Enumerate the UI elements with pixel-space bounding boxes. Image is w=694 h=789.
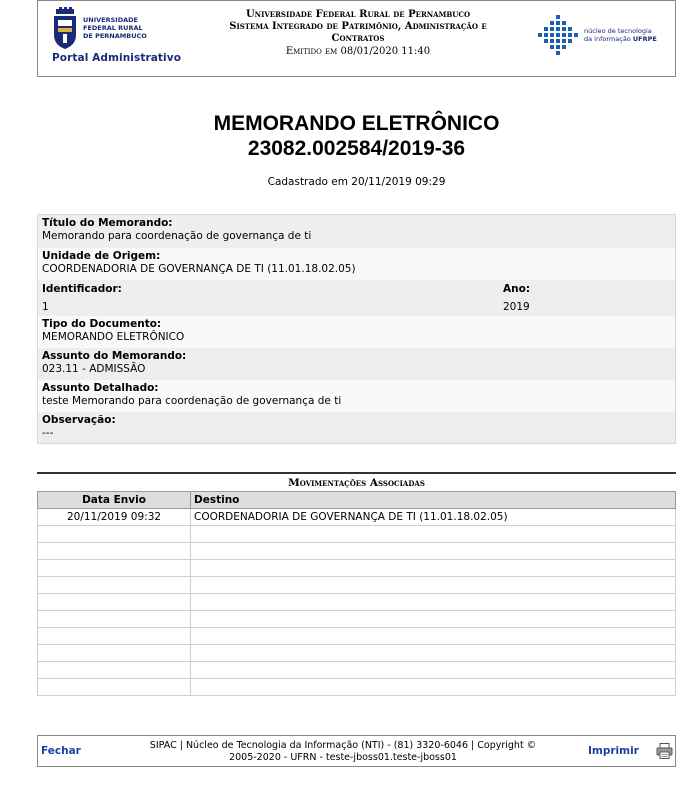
nti-line1: núcleo de tecnologia xyxy=(584,27,652,35)
empty-row xyxy=(38,577,676,594)
empty-row xyxy=(38,526,676,543)
empty-cell xyxy=(191,628,676,645)
info-row-observacao xyxy=(38,412,675,443)
tipo-label: Tipo do Documento: xyxy=(42,318,162,330)
system-name-line2: Contratos xyxy=(331,33,385,44)
empty-cell xyxy=(38,645,191,662)
empty-cell xyxy=(38,662,191,679)
movement-destination: COORDENADORIA DE GOVERNANÇA DE TI (11.01.18.02.05) xyxy=(191,509,676,526)
assunto-label: Assunto do Memorando: xyxy=(42,350,187,362)
empty-row xyxy=(38,560,676,577)
empty-cell xyxy=(38,679,191,696)
tipo-value: MEMORANDO ELETRÔNICO xyxy=(42,331,185,343)
page-header xyxy=(37,0,676,77)
empty-row xyxy=(38,611,676,628)
empty-row xyxy=(38,662,676,679)
movements-header-row xyxy=(38,492,676,509)
empty-cell xyxy=(38,543,191,560)
detalhado-value: teste Memorando para coordenação de governança de ti xyxy=(42,395,342,407)
empty-cell xyxy=(38,594,191,611)
observacao-value: --- xyxy=(42,427,54,439)
empty-cell xyxy=(191,679,676,696)
assunto-value: 023.11 - ADMISSÃO xyxy=(42,363,146,375)
portal-label: Portal Administrativo xyxy=(52,52,182,64)
memo-info-table xyxy=(37,214,676,444)
footer-line2: 2005-2020 - UFRN - teste-jboss01.teste-jboss01 xyxy=(229,752,457,763)
info-row-tipo xyxy=(38,316,675,348)
empty-cell xyxy=(191,594,676,611)
header-center xyxy=(188,9,528,58)
info-row-titulo xyxy=(38,215,675,248)
emission-date: Emitido em 08/01/2020 11:40 xyxy=(285,46,431,57)
empty-cell xyxy=(191,526,676,543)
memo-title xyxy=(37,111,676,161)
table-row xyxy=(38,509,676,526)
ufrpe-logo xyxy=(50,7,178,49)
ufrpe-logo-text: UNIVERSIDADE FEDERAL RURAL DE PERNAMBUCO xyxy=(83,16,147,40)
empty-row xyxy=(38,679,676,696)
col-header-destination: Destino xyxy=(191,492,676,509)
memo-number: 23082.002584/2019-36 xyxy=(247,137,466,160)
page-footer xyxy=(37,735,676,767)
ufrpe-crest-icon xyxy=(50,7,80,49)
empty-cell xyxy=(38,560,191,577)
system-name-line1: Sistema Integrado de Patrimônio, Administração e xyxy=(229,21,487,32)
empty-row xyxy=(38,628,676,645)
print-link[interactable]: Imprimir xyxy=(588,745,639,757)
university-name: Universidade Federal Rural de Pernambuco xyxy=(245,9,471,20)
identificador-label: Identificador: xyxy=(42,283,122,295)
empty-cell xyxy=(191,611,676,628)
ano-label: Ano: xyxy=(503,283,531,295)
empty-cell xyxy=(38,611,191,628)
detalhado-label: Assunto Detalhado: xyxy=(42,382,159,394)
nti-line2: da informação xyxy=(584,35,631,43)
col-header-date: Data Envio xyxy=(38,492,191,509)
empty-cell xyxy=(191,543,676,560)
empty-cell xyxy=(191,662,676,679)
info-row-detalhado xyxy=(38,380,675,412)
info-row-unidade xyxy=(38,248,675,280)
nti-logo-text xyxy=(584,27,657,43)
close-link[interactable]: Fechar xyxy=(41,745,81,757)
observacao-label: Observação: xyxy=(42,414,116,426)
empty-row xyxy=(38,594,676,611)
empty-row xyxy=(38,645,676,662)
printer-icon[interactable] xyxy=(656,743,673,759)
footer-line1: SIPAC | Núcleo de Tecnologia da Informação (NTI) - (81) 3320-6046 | Copyright © xyxy=(149,740,537,751)
empty-cell xyxy=(38,628,191,645)
registered-date: Cadastrado em 20/11/2019 09:29 xyxy=(267,176,446,188)
movements-caption: Movimentações Associadas xyxy=(37,472,676,491)
info-row-identificador xyxy=(38,280,675,316)
movements-section xyxy=(37,472,676,696)
empty-cell xyxy=(38,577,191,594)
identificador-value: 1 xyxy=(42,301,49,313)
empty-row xyxy=(38,543,676,560)
titulo-label: Título do Memorando: xyxy=(42,217,173,229)
footer-credits xyxy=(108,740,578,764)
empty-cell xyxy=(191,645,676,662)
unidade-value: COORDENADORIA DE GOVERNANÇA DE TI (11.01.18.02.05) xyxy=(42,263,356,275)
empty-cell xyxy=(191,577,676,594)
nti-logo xyxy=(538,15,670,55)
memo-title-line1: MEMORANDO ELETRÔNICO xyxy=(213,112,500,135)
info-row-assunto xyxy=(38,348,675,380)
movement-date: 20/11/2019 09:32 xyxy=(38,509,191,526)
movements-table xyxy=(37,491,676,696)
titulo-value: Memorando para coordenação de governança de ti xyxy=(42,230,312,242)
unidade-label: Unidade de Origem: xyxy=(42,250,161,262)
empty-cell xyxy=(191,560,676,577)
nti-dots-icon xyxy=(538,15,580,55)
nti-brand: UFRPE xyxy=(632,35,657,43)
ano-value: 2019 xyxy=(503,301,530,313)
empty-cell xyxy=(38,526,191,543)
